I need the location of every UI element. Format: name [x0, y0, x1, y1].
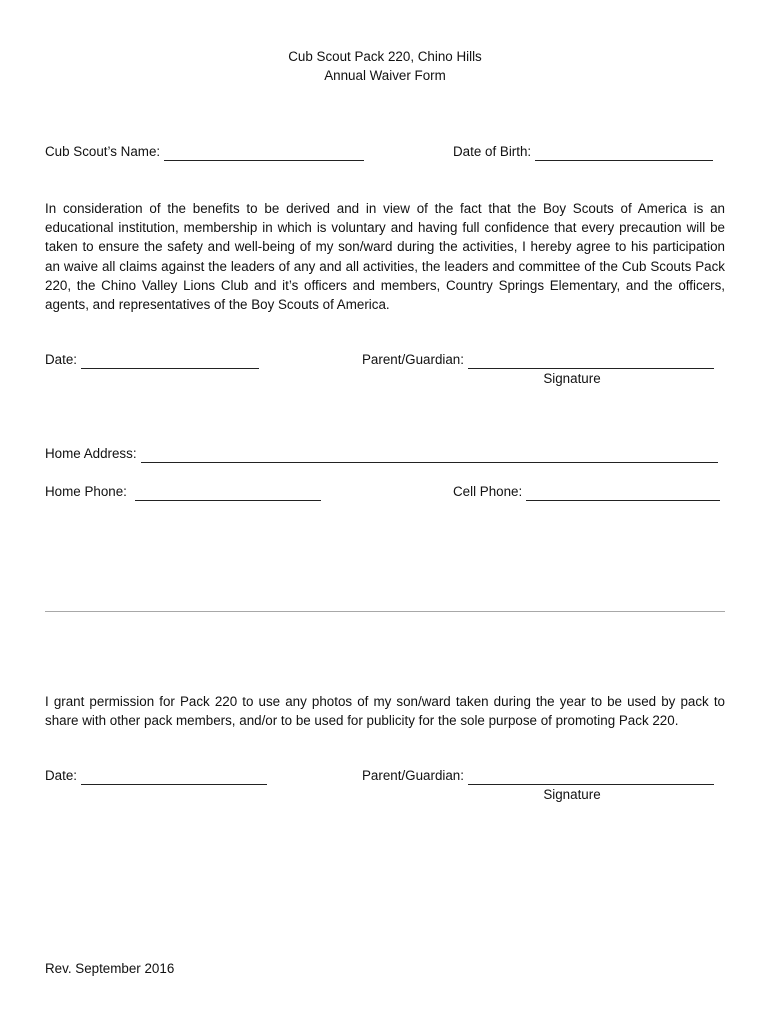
photo-signature-caption: Signature [543, 787, 601, 802]
photo-release-paragraph: I grant permission for Pack 220 to use any photos of my son/ward taken during the year to be used by pack to share with other pack members, and/or to be used for publicity for the sole purpose of promoting Pack 220. [45, 694, 725, 729]
home-address-input[interactable] [141, 448, 718, 463]
dob-label: Date of Birth: [453, 144, 532, 159]
scout-name-label: Cub Scout’s Name: [45, 144, 161, 159]
home-address-field [45, 445, 718, 463]
photo-parent-field [362, 767, 714, 785]
waiver-date-label: Date: [45, 352, 78, 367]
photo-date-field [45, 767, 267, 785]
photo-parent-label: Parent/Guardian: [362, 768, 464, 783]
home-phone-field [45, 483, 321, 501]
photo-parent-signature-input[interactable] [468, 770, 714, 785]
scout-name-field [45, 143, 364, 161]
waiver-parent-field [362, 351, 714, 369]
home-phone-input[interactable] [135, 486, 321, 501]
revision-note: Rev. September 2016 [45, 961, 175, 976]
cell-phone-input[interactable] [526, 486, 720, 501]
waiver-parent-label: Parent/Guardian: [362, 352, 464, 367]
cell-phone-label: Cell Phone: [453, 484, 523, 499]
waiver-signature-caption: Signature [543, 371, 601, 386]
waiver-parent-signature-input[interactable] [468, 354, 714, 369]
waiver-date-input[interactable] [81, 354, 259, 369]
form-subtitle: Annual Waiver Form [324, 68, 446, 83]
form-title: Cub Scout Pack 220, Chino Hills [288, 49, 482, 64]
photo-date-input[interactable] [81, 770, 267, 785]
home-phone-label: Home Phone: [45, 484, 127, 499]
cell-phone-field [453, 483, 720, 501]
dob-input[interactable] [535, 146, 713, 161]
waiver-paragraph: In consideration of the benefits to be derived and in view of the fact that the Boy Scouts of America is an educational institution, membership in which is voluntary and having full confidence that every precaution will be taken to ensure the safety and well-being of my son/ward during the activities, I hereby agree to his participation an waive all claims against the leaders of any and all activities, the leaders and committee of the Cub Scouts Pack 220, the Chino Valley Lions Club and it’s officers and members, Country Springs Elementary, and the officers, agents, and representatives of the Boy Scouts of America. [45, 201, 725, 313]
home-address-label: Home Address: [45, 446, 137, 461]
scout-name-input[interactable] [164, 146, 364, 161]
photo-date-label: Date: [45, 768, 78, 783]
section-divider [45, 611, 725, 612]
waiver-date-field [45, 351, 259, 369]
dob-field [453, 143, 713, 161]
